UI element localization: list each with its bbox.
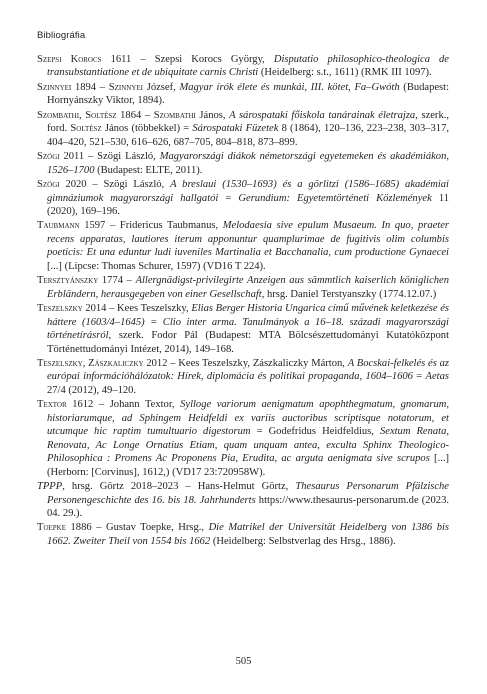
entry-key: Teszelszky 2014 bbox=[37, 303, 107, 315]
entry-editor: János (többekkel) = bbox=[101, 123, 193, 135]
entry-key: Szepsi Korocs 1611 bbox=[37, 54, 132, 65]
entry-dash: – bbox=[105, 220, 120, 232]
entry-author: Kees Teszelszky, bbox=[117, 303, 192, 315]
entry-rest: , szerk. Fodor Pál (Budapest: MTA Bölcsészettudományi Kutatóközpont Történettudományi Intézet, 2014), 149–168. bbox=[47, 330, 449, 355]
entry-key: Szombathi, Soltész 1864 bbox=[37, 109, 142, 121]
entry-author: Gustav Toepke, Hrsg., bbox=[105, 522, 209, 534]
entry-title: A breslaui (1530–1693) és a görlitzi (1586–1685) akadémiai gimnáziumok magyarországi hallgatói bbox=[47, 179, 449, 204]
entry-key: Szögi 2020 bbox=[37, 179, 87, 191]
entry-dash: – bbox=[123, 275, 136, 287]
entry-author: János, bbox=[195, 109, 230, 121]
entry-author-surname: Szombathi bbox=[153, 109, 196, 121]
entry-key: Szinnyei 1894 bbox=[37, 81, 97, 93]
entry-rest: (Heidelberg: s.t., 1611) (RMK III 1097). bbox=[258, 67, 432, 79]
entry-key: Tersztyánszky 1774 bbox=[37, 275, 124, 287]
bibliography-entry bbox=[37, 398, 449, 479]
entry-title: Magyarországi diákok németországi egyetemeken és akadémiákon, 1526–1700 bbox=[47, 151, 449, 176]
bibliography-entry bbox=[37, 109, 449, 149]
entry-key: Taubmann 1597 bbox=[37, 220, 106, 232]
entry-key: TPPP bbox=[37, 481, 63, 493]
entry-author: Fridericus Taubmanus, bbox=[119, 220, 223, 232]
bibliography-entry bbox=[37, 521, 449, 548]
entry-rest: https://www.thesaurus-personarum.de (2023. 04. 29.). bbox=[47, 494, 449, 519]
entry-title: Allergnädigst-privilegirte Anzeigen aus sämmtlich kaiserlich königlichen Erbländern, herausgegeben von einer Gesellschaft bbox=[47, 275, 449, 300]
page-number: 505 bbox=[235, 656, 252, 667]
entry-author: , hrsg. Görtz 2018–2023 – Hans-Helmut Görtz, bbox=[62, 481, 296, 493]
bibliography-list bbox=[37, 53, 449, 549]
entry-key: Textor 1612 bbox=[37, 399, 94, 411]
entry-key: Toepke 1886 bbox=[37, 522, 92, 534]
entry-rest: (Heidelberg: Selbstverlag des Hrsg., 1886). bbox=[210, 535, 396, 547]
entry-title: Magyar írók élete és munkái, III. kötet, Fa–Gwóth bbox=[179, 81, 400, 93]
entry-mid: = bbox=[218, 192, 239, 204]
entry-rest: , hrsg. Daniel Terstyanszky (1774.12.07.) bbox=[261, 288, 437, 300]
entry-title: Sylloge variorum aenigmatum apophthegmatum, gnomarum, historiarumque, ad Sphingem Heidfeldi ex variis auctoribus scriptisque notatorum, et utcumque hic raptim tumultuario digestorum bbox=[47, 399, 449, 438]
bibliography-entry bbox=[37, 274, 449, 301]
entry-editor-surname: Soltész bbox=[70, 123, 102, 135]
entry-journal: Sárospataki Füzetek bbox=[192, 123, 279, 135]
entry-dash: – bbox=[141, 109, 154, 121]
entry-author-surname: Szinnyei bbox=[108, 81, 144, 93]
entry-dash: – bbox=[96, 81, 109, 93]
entry-author: József, bbox=[143, 81, 180, 93]
bibliography-entry bbox=[37, 302, 449, 356]
entry-dash: – bbox=[167, 357, 179, 369]
entry-dash: – bbox=[86, 179, 104, 191]
entry-title: Die Matrikel der Universität Heidelberg von 1386 bis 1662. Zweiter Theil von 1554 bis 1662 bbox=[47, 522, 450, 547]
entry-title: A sárospataki főiskola tanárainak életrajza bbox=[229, 109, 416, 121]
entry-author: Szögi László, bbox=[97, 151, 160, 163]
entry-dash: – bbox=[131, 54, 155, 65]
entry-title: A Bocskai-felkelés és az európai információhálózatok: Hírek, diplomácia és politikai propaganda, 1604–1606 bbox=[47, 357, 449, 383]
entry-dash: – bbox=[106, 303, 118, 315]
bibliography-entry bbox=[37, 81, 449, 108]
entry-rest: (Budapest: ELTE, 2011). bbox=[94, 164, 203, 176]
entry-rest: 11 (2020), 169–196. bbox=[47, 192, 449, 217]
entry-rest: 8 (1864), 120–136, 223–238, 303–317, 404–420, 521–530, 616–626, 687–705, 804–818, 873–899. bbox=[47, 123, 449, 148]
entry-author: Szepsi Korocs György, bbox=[154, 54, 274, 65]
entry-author: Johann Textor, bbox=[109, 399, 181, 411]
entry-dash: – bbox=[93, 399, 110, 411]
bibliography-entry bbox=[37, 219, 449, 273]
running-title: Bibliográfia bbox=[37, 30, 86, 41]
entry-dash: – bbox=[84, 151, 98, 163]
entry-rest: (Budapest: Hornyánszky Viktor, 1894). bbox=[47, 81, 449, 107]
entry-rest: [...] (Herborn: [Corvinus], 1612,) (VD17 23:720958W). bbox=[47, 453, 449, 478]
entry-key: Teszelszky, Zászkaliczky 2012 bbox=[37, 357, 168, 369]
entry-rest: 27/4 (2012), 49–120. bbox=[47, 384, 137, 396]
bibliography-entry bbox=[37, 178, 449, 218]
entry-title: Disputatio philosophico-theologica de transubstantiatione et de ubiquitate carnis Christi bbox=[47, 54, 449, 79]
entry-title: Melodaesia sive epulum Musaeum. In quo, praeter recens apparatas, lautiores iterum apponuntur quamplurimae de fugitivis olim columbis poeticis: Et una eduntur ludi iuveniles Martinalia et Bacchanalia, cum productione Gynaecei bbox=[47, 220, 449, 259]
entry-rest: [...] (Lipcse: Thomas Schurer, 1597) (VD16 T 224). bbox=[47, 260, 266, 272]
bibliography-entry bbox=[37, 53, 449, 80]
entry-dash: – bbox=[91, 522, 106, 534]
entry-mid: = Godefridus Heidfeldius, bbox=[250, 426, 380, 438]
entry-title: Elias Berger Historia Ungarica című művének keletkezése és háttere (1603/4–1645) = Clio inter arma. Tanulmányok a 16–18. századi magyarországi történetírásról bbox=[47, 303, 450, 342]
entry-author: Kees Teszelszky, Zászkaliczky Márton, bbox=[178, 357, 348, 369]
entry-mid: = bbox=[412, 371, 426, 383]
entry-journal: Gerundium: Egyetemtörténeti Közlemények bbox=[238, 192, 432, 204]
entry-mid: , szerk., ford. bbox=[47, 109, 449, 135]
entry-title: Thesaurus Personarum Pfälzische Personengeschichte des 16. bis 18. Jahrhunderts bbox=[47, 481, 449, 506]
entry-journal: Aetas bbox=[425, 371, 449, 383]
bibliography-entry bbox=[37, 480, 449, 520]
entry-key: Szögi 2011 bbox=[37, 151, 85, 163]
entry-journal: Sextum Renata, Renovata, Ac Longe Ornatius Etiam, quam unquam antea, exculta Sphinx Theologico-Philosophica : Promens Ac Proponens Pia, Erudita, ac arguta aenigmata sive scrupos bbox=[47, 426, 450, 465]
bibliography-entry bbox=[37, 357, 449, 397]
bibliography-entry bbox=[37, 150, 449, 177]
entry-author: Szögi László, bbox=[103, 179, 171, 191]
